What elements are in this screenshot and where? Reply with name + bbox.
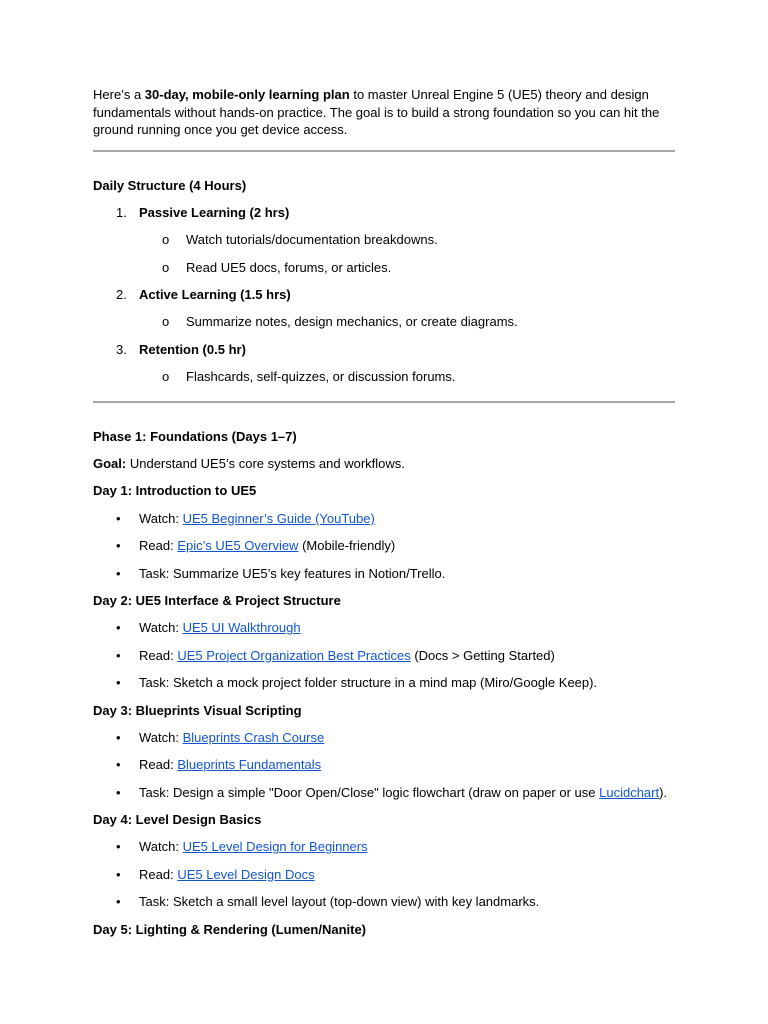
- list-item-text: Watch: Blueprints Crash Course: [139, 729, 325, 745]
- item-number: 1.: [116, 204, 127, 220]
- sub-bullet-marker: o: [162, 369, 170, 385]
- sub-item: [93, 363, 675, 390]
- item-number: 2.: [116, 287, 127, 303]
- daily-structure-heading: Daily Structure (4 Hours): [93, 177, 247, 193]
- tutorial-link[interactable]: Blueprints Crash Course: [182, 729, 325, 745]
- item-number: 3.: [116, 341, 127, 357]
- sub-bullet-marker: o: [162, 232, 170, 248]
- bullet-marker: •: [116, 757, 121, 773]
- list-item: [93, 532, 675, 559]
- day-heading: Day 3: Blueprints Visual Scripting: [93, 702, 302, 718]
- list-item-text: Read: Blueprints Fundamentals: [139, 757, 322, 773]
- list-item: [93, 888, 675, 915]
- list-item: [93, 669, 675, 696]
- list-item-text: Task: Sketch a mock project folder structure in a mind map (Miro/Google Keep).: [139, 675, 598, 691]
- list-item-text: Read: UE5 Project Organization Best Practices (Docs > Getting Started): [139, 647, 555, 663]
- sub-item-text: Read UE5 docs, forums, or articles.: [186, 259, 392, 275]
- goal-label: Goal:: [93, 456, 127, 472]
- phase-goal: [93, 450, 675, 477]
- goal-text: Understand UE5’s core systems and workflows.: [126, 456, 405, 472]
- item-label: Active Learning (1.5 hrs): [139, 287, 291, 303]
- bullet-marker: •: [116, 675, 121, 691]
- lucidchart-link[interactable]: Lucidchart: [599, 784, 660, 800]
- list-item: [93, 505, 675, 532]
- list-item-text: Read: UE5 Level Design Docs: [139, 866, 315, 882]
- list-item-text: Watch: UE5 Level Design for Beginners: [139, 839, 368, 855]
- list-item: [93, 833, 675, 860]
- item-label: Retention (0.5 hr): [139, 341, 246, 357]
- day-heading: Day 5: Lighting & Rendering (Lumen/Nanite): [93, 921, 367, 937]
- tutorial-link[interactable]: UE5 UI Walkthrough: [182, 620, 301, 636]
- bullet-marker: •: [116, 866, 121, 882]
- bullet-marker: •: [116, 784, 121, 800]
- docs-link[interactable]: Blueprints Fundamentals: [177, 757, 322, 773]
- document-body: [93, 86, 675, 943]
- list-item: [93, 642, 675, 669]
- tutorial-link[interactable]: UE5 Beginner’s Guide (YouTube): [182, 510, 375, 526]
- numbered-item: [93, 281, 675, 308]
- list-item-text: Task: Sketch a small level layout (top-down view) with key landmarks.: [139, 894, 540, 910]
- sub-item-text: Watch tutorials/documentation breakdowns.: [186, 232, 438, 248]
- bullet-marker: •: [116, 510, 121, 526]
- sub-item-text: Flashcards, self-quizzes, or discussion forums.: [186, 369, 456, 385]
- docs-link[interactable]: Epic’s UE5 Overview: [177, 538, 299, 554]
- day-heading: Day 1: Introduction to UE5: [93, 483, 257, 499]
- list-item-text: Task: Summarize UE5’s key features in Notion/Trello.: [139, 565, 446, 581]
- docs-link[interactable]: UE5 Project Organization Best Practices: [177, 647, 411, 663]
- list-item: [93, 751, 675, 778]
- bullet-marker: •: [116, 894, 121, 910]
- bullet-marker: •: [116, 647, 121, 663]
- bullet-marker: •: [116, 565, 121, 581]
- sub-item-text: Summarize notes, design mechanics, or create diagrams.: [186, 314, 518, 330]
- item-label: Passive Learning (2 hrs): [139, 204, 290, 220]
- list-item: [93, 724, 675, 751]
- list-item: [93, 779, 675, 806]
- list-item-text: Task: Design a simple "Door Open/Close" logic flowchart (draw on paper or use Lucidchart).: [139, 784, 668, 800]
- intro-suffix: to master Unreal Engine 5 (UE5) theory and design fundamentals without hands-on practice. The goal is to build a strong foundation so you can hit the ground running once you get device access.: [93, 87, 660, 137]
- sub-item: [93, 226, 675, 253]
- intro-paragraph: [93, 86, 675, 139]
- sub-item: [93, 254, 675, 281]
- numbered-item: [93, 199, 675, 226]
- intro-bold: 30-day, mobile-only learning plan: [144, 87, 350, 102]
- bullet-marker: •: [116, 729, 121, 745]
- intro-prefix: Here’s a: [93, 87, 145, 102]
- list-item: [93, 861, 675, 888]
- sub-bullet-marker: o: [162, 259, 170, 275]
- numbered-item: [93, 336, 675, 363]
- list-item: [93, 614, 675, 641]
- list-item: [93, 560, 675, 587]
- list-item-text: Watch: UE5 UI Walkthrough: [139, 620, 301, 636]
- day-heading: Day 4: Level Design Basics: [93, 812, 262, 828]
- bullet-marker: •: [116, 538, 121, 554]
- sub-bullet-marker: o: [162, 314, 170, 330]
- bullet-marker: •: [116, 839, 121, 855]
- sub-item: [93, 308, 675, 335]
- bullet-marker: •: [116, 620, 121, 636]
- docs-link[interactable]: UE5 Level Design Docs: [177, 866, 315, 882]
- day-heading: Day 2: UE5 Interface & Project Structure: [93, 592, 341, 608]
- phase-heading: Phase 1: Foundations (Days 1–7): [93, 428, 297, 444]
- list-item-text: Read: Epic’s UE5 Overview (Mobile-friendly): [139, 538, 396, 554]
- tutorial-link[interactable]: UE5 Level Design for Beginners: [182, 839, 368, 855]
- list-item-text: Watch: UE5 Beginner’s Guide (YouTube): [139, 510, 375, 526]
